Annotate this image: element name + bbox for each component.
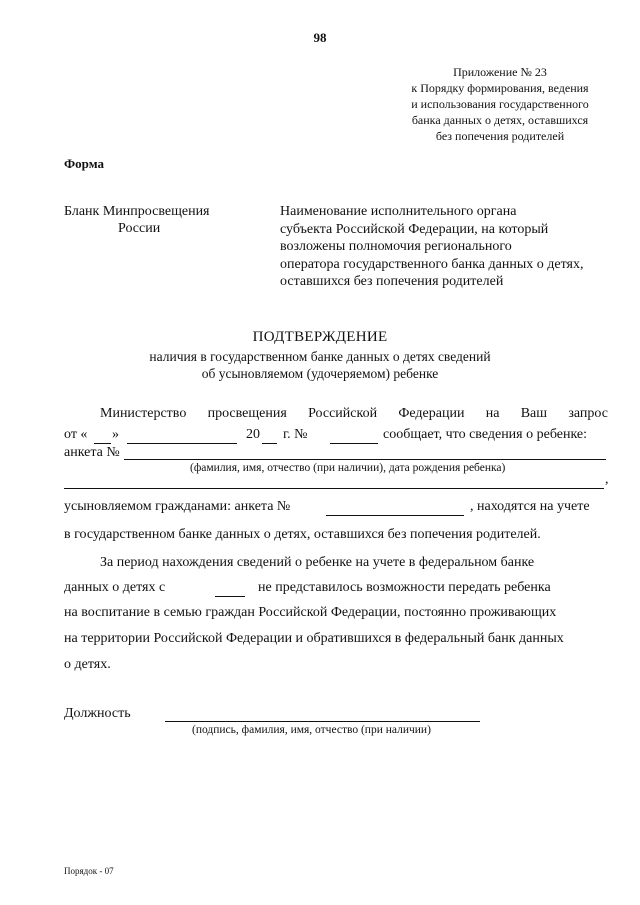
word: просвещения — [207, 406, 287, 421]
anketa-label: анкета № — [64, 445, 120, 460]
appendix-block — [400, 64, 600, 144]
document-subtitle — [80, 348, 560, 382]
child-details-field-line[interactable] — [64, 488, 604, 489]
body-line-request — [100, 406, 608, 422]
appendix-line: и использования государственного — [411, 97, 589, 111]
para2-line-b: не представилось возможности передать ребенка — [258, 580, 551, 595]
addressee-line: оставшихся без попечения родителей — [280, 274, 504, 289]
adopted-suffix: , находятся на учете — [470, 499, 590, 514]
child-caption: (фамилия, имя, отчество (при наличии), дата рождения ребенка) — [190, 462, 506, 474]
addressee-line: возложены полномочия регионального — [280, 239, 512, 254]
word: Российской — [308, 406, 378, 421]
comma: , — [605, 472, 609, 487]
quote-close: » — [112, 427, 119, 442]
appendix-line: Приложение № 23 — [453, 65, 547, 79]
addressee-block — [280, 203, 610, 291]
para2-line: на воспитание в семью граждан Российской Федерации, постоянно проживающих — [64, 605, 557, 620]
word: Министерство — [100, 406, 187, 421]
addressee-line: субъекта Российской Федерации, на который — [280, 221, 549, 237]
page-number: 98 — [313, 30, 327, 45]
anketa-field-line[interactable] — [124, 459, 606, 460]
reports-text: сообщает, что сведения о ребенке: — [383, 427, 588, 442]
appendix-line: банка данных о детях, оставшихся — [411, 113, 589, 127]
ot-label: от « — [64, 427, 88, 442]
document-title: ПОДТВЕРЖДЕНИЕ — [252, 329, 388, 345]
year-field-line[interactable] — [262, 443, 277, 444]
appendix-line: к Порядку формирования, ведения — [411, 81, 589, 95]
request-number-label: г. № — [283, 427, 308, 442]
word: запрос — [568, 406, 608, 421]
subtitle-line: наличия в государственном банке данных о детях сведений — [149, 349, 491, 364]
word: Федерации — [398, 406, 465, 421]
para2-line: о детях. — [64, 657, 111, 672]
position-label: Должность — [64, 706, 131, 721]
subtitle-line: об усыновляемом (удочеряемом) ребенке — [201, 366, 439, 381]
request-number-field-line[interactable] — [330, 443, 378, 444]
footer-note: Порядок - 07 — [64, 866, 114, 876]
para2-line: на территории Российской Федерации и обратившихся в федеральный банк данных — [64, 631, 564, 646]
letterhead-line: России — [118, 221, 161, 236]
ministry-letterhead — [64, 203, 224, 237]
word: Ваш — [520, 406, 548, 421]
date-from-field-line[interactable] — [215, 596, 245, 597]
year-prefix: 20 — [246, 427, 260, 442]
adopter-anketa-field-line[interactable] — [326, 515, 464, 516]
signature-field-line[interactable] — [165, 721, 480, 722]
month-field-line[interactable] — [127, 443, 237, 444]
addressee-line: оператора государственного банка данных о детях, — [280, 256, 584, 272]
para2-line: За период нахождения сведений о ребенке на учете в федеральном банке — [100, 555, 535, 570]
registry-text: в государственном банке данных о детях, оставшихся без попечения родителей. — [64, 527, 541, 542]
word: на — [485, 406, 500, 421]
appendix-line: без попечения родителей — [435, 129, 565, 143]
adopted-prefix: усыновляемом гражданами: анкета № — [64, 499, 291, 514]
addressee-line: Наименование исполнительного органа — [280, 204, 517, 219]
signature-caption: (подпись, фамилия, имя, отчество (при наличии) — [192, 724, 431, 736]
para2-line-a: данных о детях с — [64, 580, 166, 595]
letterhead-line: Бланк Минпросвещения — [64, 204, 210, 219]
day-field-line[interactable] — [94, 443, 111, 444]
form-label: Форма — [64, 156, 104, 171]
